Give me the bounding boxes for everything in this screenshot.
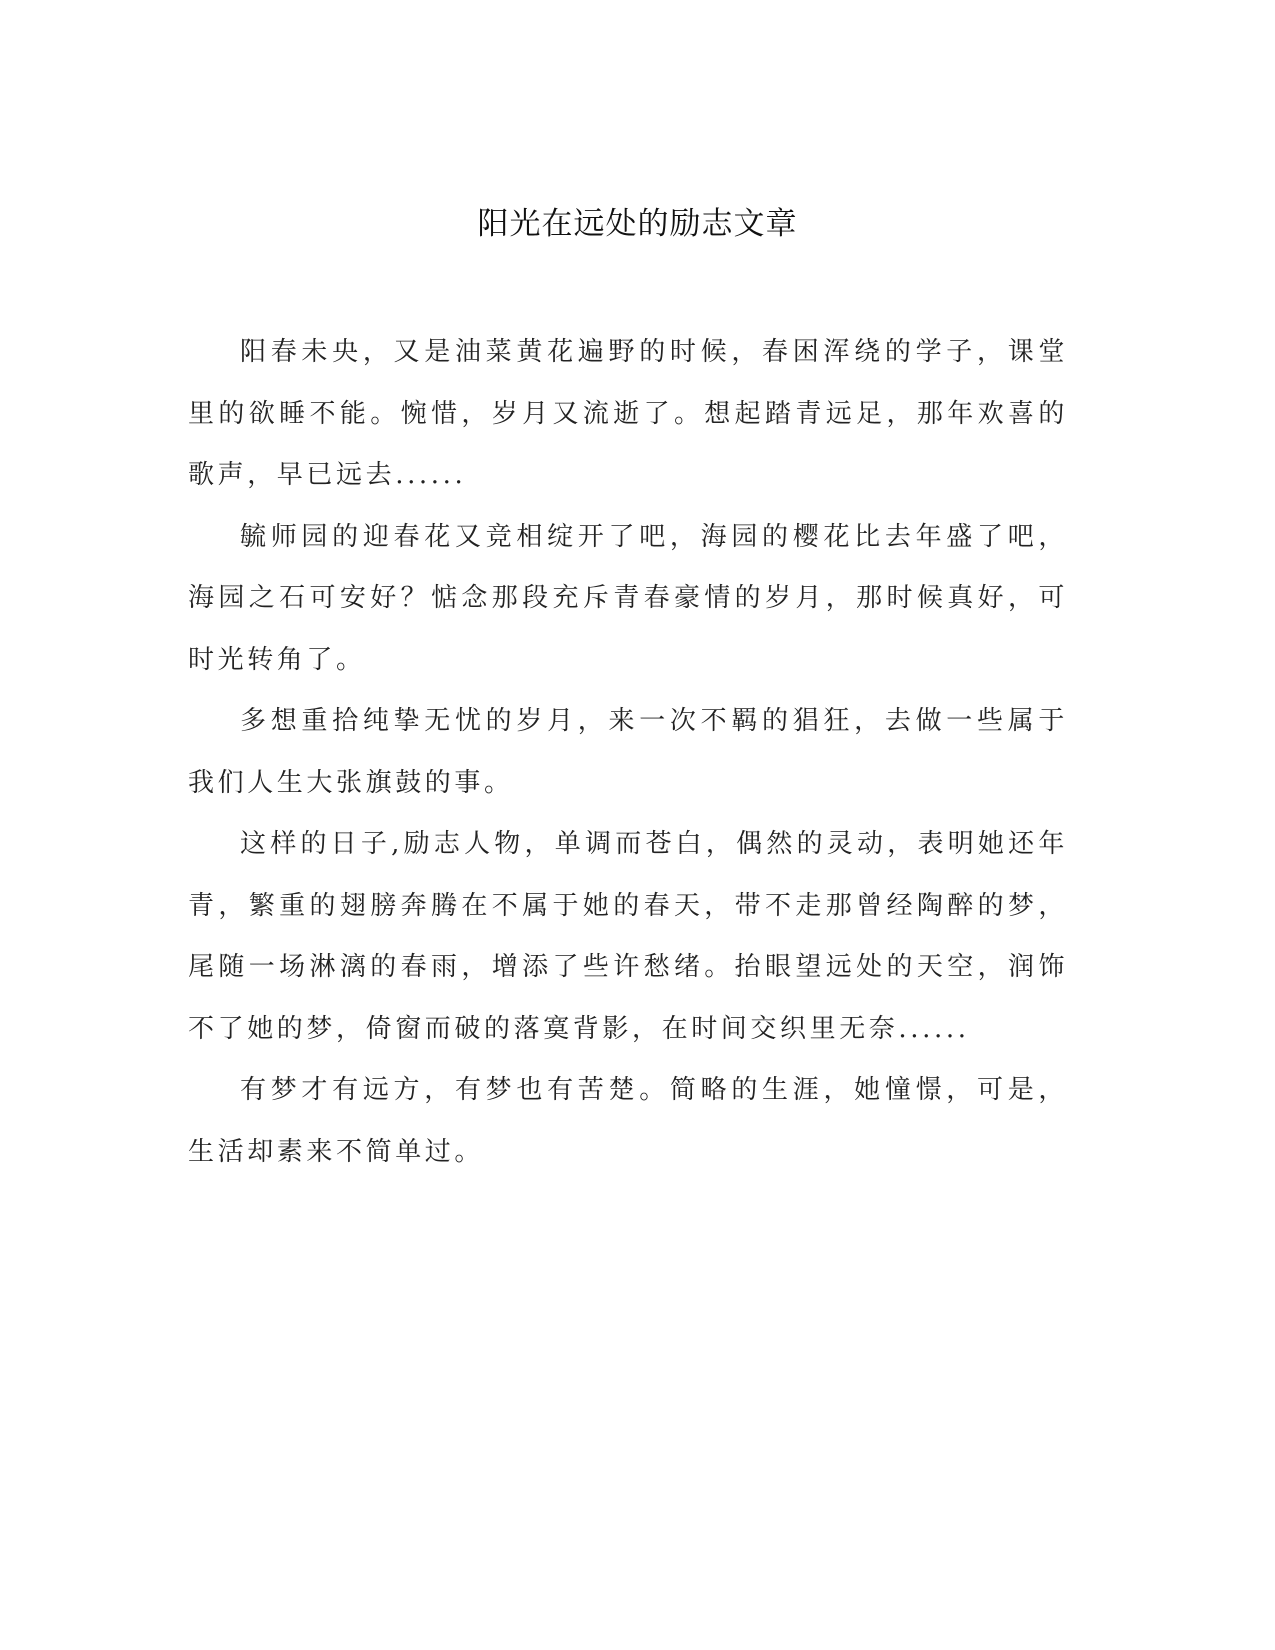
paragraph-5: 有梦才有远方，有梦也有苦楚。简略的生涯，她憧憬，可是，生活却素来不简单过。 (188, 1075, 1068, 1167)
paragraph-2: 毓师园的迎春花又竞相绽开了吧，海园的樱花比去年盛了吧，海园之石可安好？惦念那段充斥青春豪情的岁月，那时候真好，可时光转角了。 (188, 521, 1068, 675)
paragraph-1: 阳春未央，又是油菜黄花遍野的时候，春困浑绕的学子，课堂里的欲睡不能。惋惜，岁月又流逝了。想起踏青远足，那年欢喜的歌声，早已远去...... (188, 337, 1068, 490)
document-body (188, 322, 1068, 1183)
document-title: 阳光在远处的励志文章 (477, 206, 798, 242)
paragraph-3: 多想重拾纯挚无忧的岁月，来一次不羁的猖狂，去做一些属于我们人生大张旗鼓的事。 (188, 706, 1068, 798)
paragraph-4: 这样的日子,励志人物，单调而苍白，偶然的灵动，表明她还年青，繁重的翅膀奔腾在不属于她的春天，带不走那曾经陶醉的梦，尾随一场淋漓的春雨，增添了些许愁绪。抬眼望远处的天空，润饰不了她的梦，倚窗而破的落寞背影，在时间交织里无奈...... (188, 829, 1068, 1044)
